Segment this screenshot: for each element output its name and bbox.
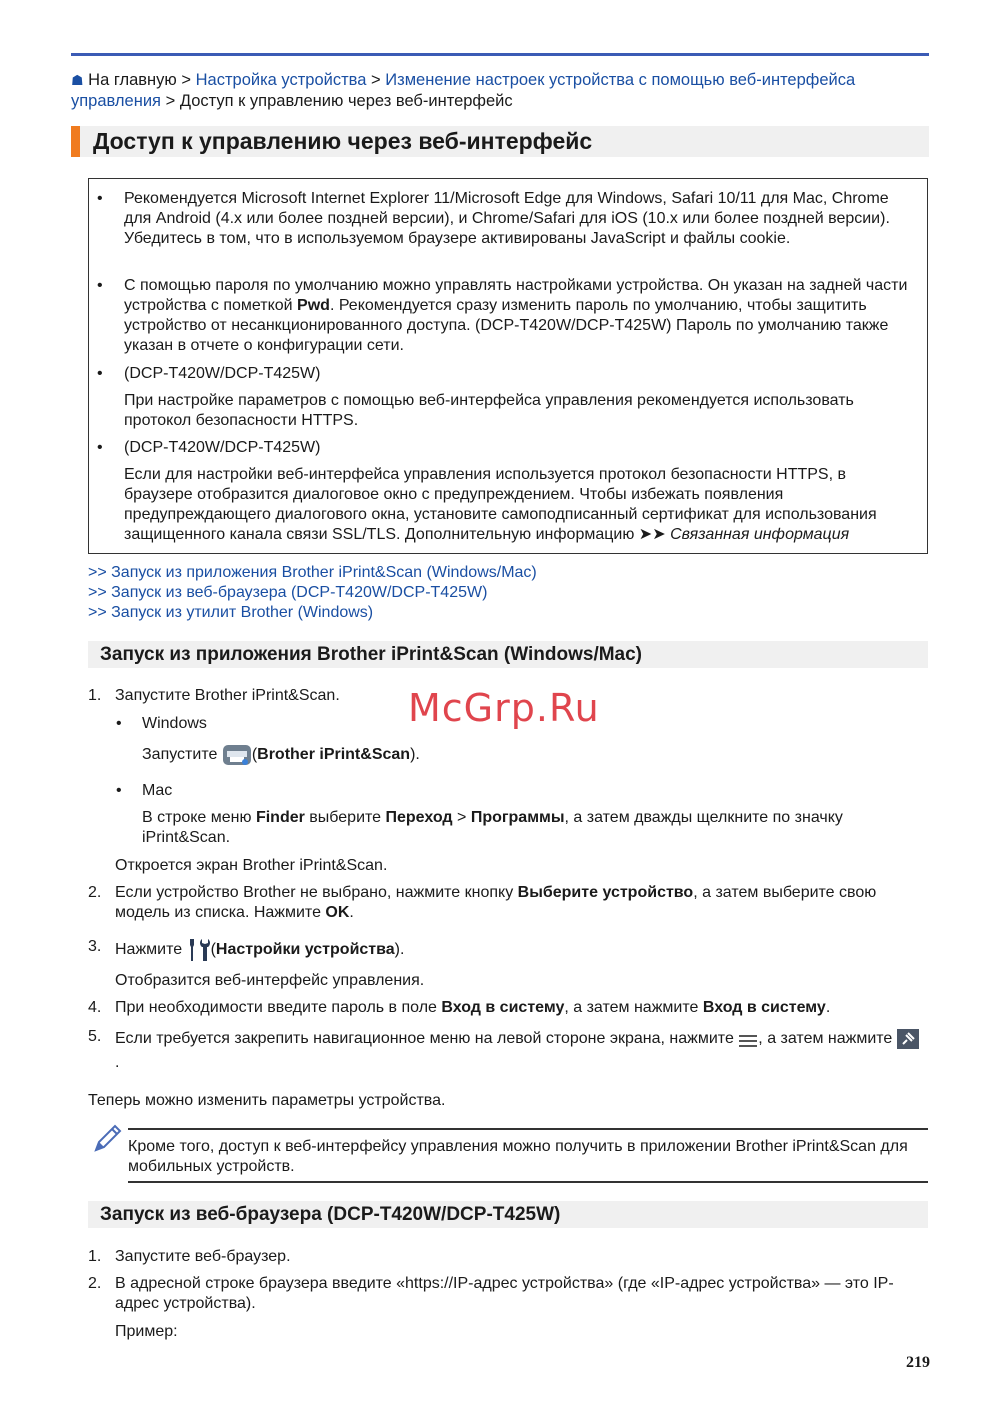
title-accent: [71, 126, 80, 157]
os-windows-label: Windows: [142, 715, 207, 732]
pin-icon[interactable]: [897, 1029, 919, 1049]
tip-text: Кроме того, доступ к веб-интерфейсу управления можно получить в приложении Brother iPrint&Scan для мобильных устройств.: [128, 1138, 908, 1175]
breadcrumb-current: Доступ к управлению через веб-интерфейс: [179, 92, 513, 110]
home-icon[interactable]: ☗: [71, 72, 84, 88]
browser-step-2: В адресной строке браузера введите «https://IP-адрес устройства» (где «IP-адрес устройства» — это IP-адрес устройства).: [115, 1275, 894, 1312]
jump-link-iprint[interactable]: >> Запуск из приложения Brother iPrint&Scan (Windows/Mac): [88, 564, 537, 581]
web-ui-note: Отобразится веб-интерфейс управления.: [115, 972, 425, 989]
jump-link-utilities[interactable]: >> Запуск из утилит Brother (Windows): [88, 604, 374, 621]
related-info-link[interactable]: Связанная информация: [670, 526, 850, 543]
mac-instruction: В строке меню Finder выберите Переход > Программы, а затем дважды щелкните по значку iPrint&Scan.: [142, 809, 843, 846]
watermark: McGrp.Ru: [408, 686, 600, 730]
tip-bottom-rule: [128, 1181, 928, 1183]
page-title: Доступ к управлению через веб-интерфейс: [93, 128, 593, 154]
tip-top-rule: [128, 1128, 928, 1130]
browser-step-1: Запустите веб-браузер.: [115, 1248, 291, 1265]
os-mac-label: Mac: [142, 782, 173, 799]
pencil-icon: [90, 1122, 124, 1162]
note-box: • Рекомендуется Microsoft Internet Explorer 11/Microsoft Edge для Windows, Safari 10/11 для Mac, Chrome для Android (4.x или более поздней версии), и Chrome/Safari для iOS (10.x или более поздней версии). Убедитесь в том, что в используемом браузере активированы JavaScript и файлы cookie. • С помощью пароля по умолчанию можно управлять настройками устройства. Он указан на задней части устройства с пометкой Pwd. Рекомендуется сразу изменить пароль по умолчанию, чтобы защитить устройство от несанкционированного доступа. (DCP-T420W/DCP-T425W) Пароль по умолчанию также указан в отчете о конфигурации сети. • (DCP-T420W/DCP-T425W) При настройке параметров с помощью веб-интерфейса управления рекомендуется использовать протокол безопасности HTTPS. • (DCP-T420W/DCP-T425W) Если для настройки веб-интерфейса управления используется протокол безопасности HTTPS, в браузере отобразится диалоговое окно с предупреждением. Чтобы избежать появления предупреждающего диалогового окна, установите самоподписанный сертификат для использования защищенного канала связи SSL/TLS. Дополнительную информацию ➤➤ Связанная информация: [88, 178, 928, 554]
page-title-bar: [71, 126, 929, 157]
jump-link-browser[interactable]: >> Запуск из веб-браузера (DCP-T420W/DCP-T425W): [88, 584, 488, 601]
example-label: Пример:: [115, 1323, 178, 1340]
step-1: Запустите Brother iPrint&Scan.: [115, 687, 340, 704]
breadcrumb-link-settings[interactable]: Настройка устройства: [195, 71, 367, 89]
step-5: Если требуется закрепить навигационное меню на левой стороне экрана, нажмите , а затем нажмите .: [115, 1027, 920, 1075]
breadcrumb-link-web-settings[interactable]: Изменение настроек устройства с помощью веб-интерфейса управления: [71, 71, 856, 110]
menu-icon[interactable]: [738, 1032, 758, 1046]
breadcrumb: ☗ На главную > Настройка устройства > Изменение настроек устройства с помощью веб-интерфейса управления > Доступ к управлению через веб-интерфейс: [71, 71, 856, 110]
jump-links: [88, 563, 928, 623]
iprint-opens-note: Откроется экран Brother iPrint&Scan.: [115, 857, 388, 874]
top-rule: [71, 53, 929, 56]
step-3: Нажмите (Настройки устройства).: [115, 937, 920, 963]
page-number: 219: [906, 1354, 930, 1371]
section-heading-browser: Запуск из веб-браузера (DCP-T420W/DCP-T425W): [88, 1201, 928, 1228]
section-heading-iprint: Запуск из приложения Brother iPrint&Scan (Windows/Mac): [88, 641, 928, 668]
double-chevron-icon: ➤➤: [638, 526, 666, 543]
step-4: При необходимости введите пароль в поле Вход в систему, а затем нажмите Вход в систему.: [115, 999, 831, 1016]
breadcrumb-home: На главную: [88, 71, 177, 89]
step-2: Если устройство Brother не выбрано, нажмите кнопку Выберите устройство, а затем выберите свою модель из списка. Нажмите OK.: [115, 884, 877, 921]
device-settings-icon[interactable]: [187, 937, 211, 963]
iprint-scan-icon[interactable]: [222, 742, 252, 768]
can-change-note: Теперь можно изменить параметры устройства.: [88, 1092, 446, 1109]
windows-instruction: Запустите (Brother iPrint&Scan).: [142, 742, 922, 768]
